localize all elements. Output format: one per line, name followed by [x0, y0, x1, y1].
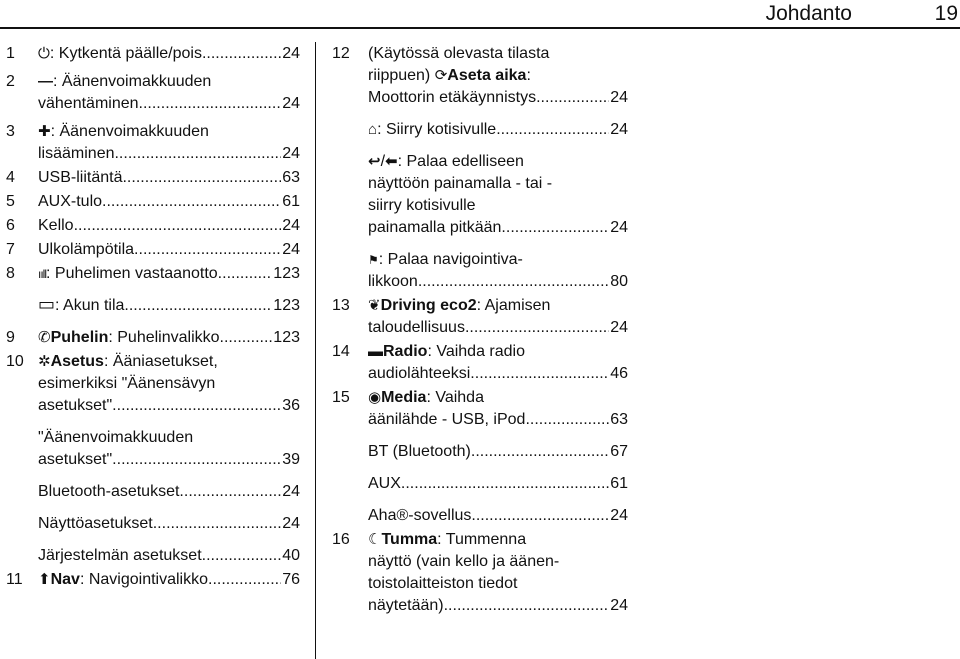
- entry-label: Puhelin: [50, 329, 109, 346]
- list-item-battery: [6, 295, 300, 317]
- entry-text: lisääminen: [38, 145, 115, 162]
- media-icon: ◉: [368, 389, 382, 406]
- navigation-icon: ⬆: [38, 571, 51, 588]
- entry-text: esimerkiksi "Äänensävyn: [38, 375, 216, 392]
- page-ref: 24: [282, 95, 300, 112]
- item-number: 16: [332, 531, 350, 548]
- chapter-title: Johdanto: [765, 2, 852, 25]
- item-number: 7: [6, 241, 15, 258]
- page-ref: 24: [282, 217, 300, 234]
- gear-icon: ✲: [38, 353, 51, 370]
- entry-text: riippuen): [368, 67, 435, 84]
- minus-icon: —: [38, 73, 53, 90]
- list-item-dark: [332, 529, 628, 617]
- item-number: 11: [6, 571, 23, 588]
- list-item-driving-eco: [332, 295, 628, 339]
- battery-icon: ▭: [38, 294, 56, 314]
- entry-label: Radio: [383, 343, 428, 360]
- entry-text: : Puhelinvalikko: [108, 329, 220, 346]
- flag-icon: ⚑: [368, 253, 379, 267]
- page-ref: 63: [282, 169, 300, 186]
- page-ref: 24: [610, 319, 628, 336]
- entry-text: asetukset": [38, 397, 113, 414]
- page-ref: 24: [282, 45, 300, 62]
- list-item-home: [332, 119, 628, 141]
- entry-text: BT (Bluetooth): [368, 443, 471, 460]
- list-item-media: [332, 387, 628, 431]
- page-ref: 67: [610, 443, 628, 460]
- entry-label: Media: [381, 389, 427, 406]
- clock-icon: ⟳: [434, 67, 448, 84]
- list-item-volume-down: [6, 71, 300, 115]
- page-ref: 123: [273, 329, 300, 346]
- page-ref: 24: [282, 145, 300, 162]
- page-ref: 76: [282, 571, 300, 588]
- entry-text: : Ääniasetukset,: [103, 353, 218, 370]
- page-number: 19: [934, 2, 958, 25]
- list-item-bluetooth-settings: [6, 481, 300, 503]
- entry-text: audiolähteeksi: [368, 365, 471, 382]
- entry-text: toistolaitteiston tiedot: [368, 575, 518, 592]
- entry-text: : Siirry kotisivulle: [377, 121, 497, 138]
- power-icon: ⏻: [38, 45, 50, 62]
- entry-line: [38, 43, 300, 65]
- item-number: 2: [6, 73, 15, 90]
- page-ref: 61: [610, 475, 628, 492]
- entry-text: : Navigointivalikko: [79, 571, 208, 588]
- entry-text: (Käytössä olevasta tilasta: [368, 45, 550, 62]
- item-number: 8: [6, 265, 15, 282]
- entry-text: : Ajamisen: [476, 297, 551, 314]
- entry-text: Ulkolämpötila: [38, 241, 135, 258]
- page-ref: 40: [282, 547, 300, 564]
- item-number: 1: [6, 45, 15, 62]
- entry-text: Aha®-sovellus: [368, 507, 472, 524]
- list-item-settings: [6, 351, 300, 417]
- page-ref: 123: [273, 297, 300, 314]
- column-divider: [315, 42, 316, 659]
- item-number: 9: [6, 329, 15, 346]
- item-number: 13: [332, 297, 350, 314]
- entry-text: : Palaa navigointiva-: [378, 251, 523, 268]
- radio-icon: ▬: [368, 343, 383, 360]
- list-item-set-time: [332, 43, 628, 109]
- page-ref: 123: [273, 265, 300, 282]
- entry-text: Bluetooth-asetukset: [38, 483, 180, 500]
- entry-text: Näyttöasetukset: [38, 515, 153, 532]
- entry-label: Nav: [50, 571, 80, 588]
- page-ref: 61: [282, 193, 300, 210]
- entry-text: äänilähde - USB, iPod: [368, 411, 526, 428]
- right-column: [332, 40, 628, 617]
- page-ref: 24: [610, 597, 628, 614]
- entry-text: USB-liitäntä: [38, 169, 123, 186]
- entry-text: : Vaihda: [426, 389, 484, 406]
- list-item-system-settings: [6, 545, 300, 567]
- page-ref: 24: [282, 241, 300, 258]
- list-item-radio: [332, 341, 628, 385]
- entry-text: : Akun tila: [55, 297, 125, 314]
- entry-text: : Vaihda radio: [427, 343, 525, 360]
- list-item-bt: [332, 441, 628, 463]
- list-item-phone-signal: [6, 263, 300, 285]
- plus-icon: ✚: [38, 123, 51, 140]
- entry-text: näyttöön painamalla - tai -: [368, 175, 553, 192]
- list-item-volume-settings: [6, 427, 300, 471]
- entry-label: Driving eco2: [380, 297, 477, 314]
- entry-text: siirry kotisivulle: [368, 197, 476, 214]
- list-item-clock: [6, 215, 300, 237]
- entry-text: AUX-tulo: [38, 193, 103, 210]
- page-ref: 39: [282, 451, 300, 468]
- entry-label: Asetus: [50, 353, 104, 370]
- page-ref: 24: [282, 515, 300, 532]
- entry-text: : Äänenvoimakkuuden: [53, 73, 212, 90]
- item-number: 5: [6, 193, 15, 210]
- phone-icon: ✆: [38, 329, 51, 346]
- entry-text: asetukset": [38, 451, 113, 468]
- entry-text: : Palaa edelliseen: [397, 153, 524, 170]
- list-item-navigation: [6, 569, 300, 591]
- entry-label: Aseta aika: [447, 67, 527, 84]
- entry-text: AUX: [368, 475, 401, 492]
- entry-text: Kello: [38, 217, 74, 234]
- entry-text: Moottorin etäkäynnistys: [368, 89, 537, 106]
- entry-label: Tumma: [381, 531, 438, 548]
- arrow-left-icon: ⬅: [385, 153, 398, 170]
- page-ref: 63: [610, 411, 628, 428]
- page-ref: 24: [610, 89, 628, 106]
- page-ref: 24: [610, 219, 628, 236]
- item-number: 10: [6, 353, 24, 370]
- list-item-phone: [6, 327, 300, 349]
- page-ref: 24: [610, 121, 628, 138]
- list-item-outside-temp: [6, 239, 300, 261]
- entry-text: : Äänenvoimakkuuden: [50, 123, 209, 140]
- item-number: 3: [6, 123, 15, 140]
- list-item-aux-source: [332, 473, 628, 495]
- entry-text: taloudellisuus: [368, 319, 465, 336]
- page-ref: 24: [610, 507, 628, 524]
- page-ref: 46: [610, 365, 628, 382]
- list-item-back: ↩/⬅: Palaa edelliseen näyttöön painamalla - tai - siirry kotisivulle painamalla pitkään ..... 24: [332, 151, 628, 239]
- entry-text: painamalla pitkään: [368, 219, 502, 236]
- moon-icon: ☾: [368, 531, 382, 548]
- list-item-volume-up: [6, 121, 300, 165]
- eco-leaf-icon: ❦: [368, 297, 381, 314]
- entry-text: Järjestelmän asetukset: [38, 547, 202, 564]
- entry-text: : Tummenna: [437, 531, 527, 548]
- list-item-aha: [332, 505, 628, 527]
- signal-bars-icon: ııll: [38, 267, 46, 281]
- list-item-power: [6, 43, 300, 65]
- entry-text: näytetään): [368, 597, 444, 614]
- entry-text: :: [526, 67, 531, 84]
- page-ref: 24: [282, 483, 300, 500]
- entry-text: : Kytkentä päälle/pois: [49, 45, 202, 62]
- list-item-nav-back: [332, 249, 628, 293]
- home-icon: ⌂: [368, 121, 378, 138]
- item-number: 12: [332, 45, 350, 62]
- item-number: 4: [6, 169, 15, 186]
- left-column: [6, 40, 300, 591]
- item-number: 14: [332, 343, 350, 360]
- page-ref: 80: [610, 273, 628, 290]
- page-ref: 36: [282, 397, 300, 414]
- header-rule: [0, 27, 960, 29]
- entry-text: likkoon: [368, 273, 418, 290]
- entry-text: vähentäminen: [38, 95, 139, 112]
- entry-text: "Äänenvoimakkuuden: [38, 429, 194, 446]
- list-item-aux: [6, 191, 300, 213]
- page-header: [0, 0, 960, 28]
- item-number: 15: [332, 389, 350, 406]
- back-icon: ↩: [368, 153, 381, 170]
- entry-text: näyttö (vain kello ja äänen-: [368, 553, 560, 570]
- item-number: 6: [6, 217, 15, 234]
- list-item-usb: [6, 167, 300, 189]
- list-item-display-settings: [6, 513, 300, 535]
- entry-text: : Puhelimen vastaanotto: [46, 265, 218, 282]
